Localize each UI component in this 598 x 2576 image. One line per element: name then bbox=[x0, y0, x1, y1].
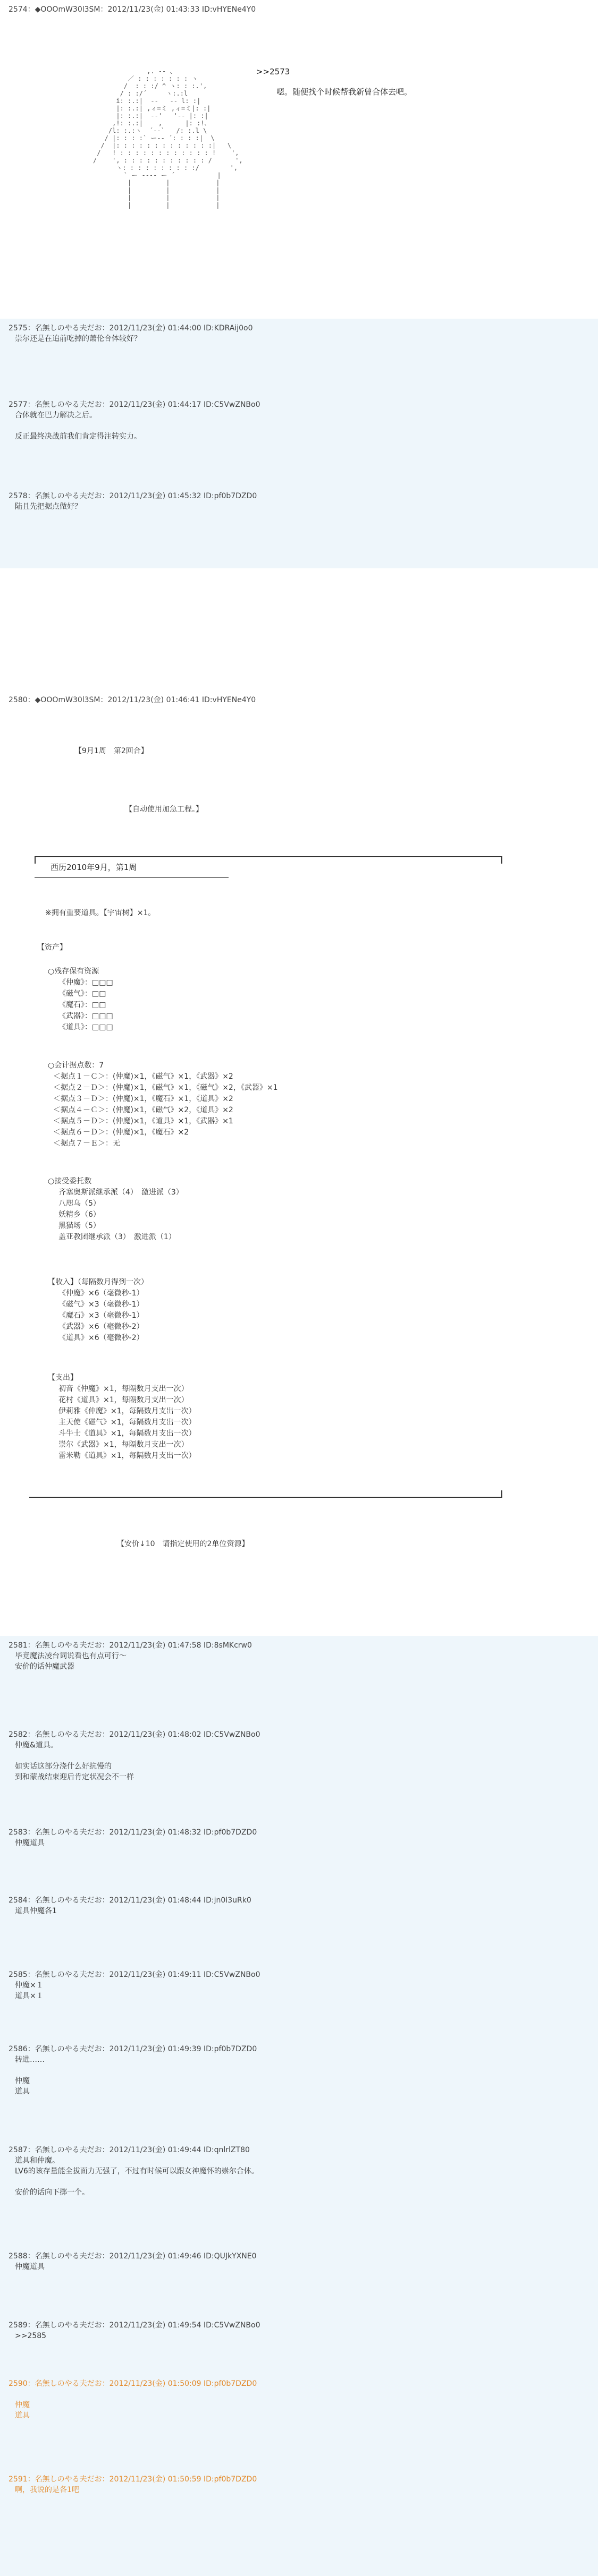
post-body bbox=[15, 2262, 589, 2272]
post-line: 仲魔道具 bbox=[15, 2263, 45, 2271]
expense-item: 初音《仲魔》×1，每隔数月支出一次） bbox=[58, 1385, 189, 1393]
faction-item: 八咫乌（5） bbox=[58, 1199, 100, 1208]
expense-item: 花村《道具》×1，每隔数月支出一次） bbox=[58, 1396, 189, 1404]
post-line: 道具 bbox=[15, 2411, 30, 2420]
box-right-tick bbox=[501, 856, 502, 864]
post-header: 2587：名無しのやる夫だお：2012/11/23(金) 01:49:44 ID:qnlrlZT80 bbox=[9, 2146, 250, 2154]
post-body bbox=[15, 334, 589, 344]
income-item: 《磁气》×3（毫微秒-1） bbox=[58, 1300, 144, 1309]
post-2586 bbox=[0, 2040, 598, 2140]
expense-item: 伊莉雅《仲魔》×1，每隔数月支出一次） bbox=[58, 1407, 196, 1415]
post-line: 陆且先把据点做好？ bbox=[15, 502, 82, 511]
post-line: 到和蒙战结束迎后肯定状况会不一样 bbox=[15, 1773, 134, 1781]
post-2577 bbox=[0, 382, 598, 478]
post-header: 2578：名無しのやる夫だお：2012/11/23(金) 01:45:32 ID:pf0b7DZD0 bbox=[9, 492, 257, 500]
post-body bbox=[15, 1980, 589, 2001]
holdings-item: 《道具》：□□□ bbox=[58, 1023, 113, 1031]
post-header: 2574：◆OOOmW30l3SM：2012/11/23(金) 01:43:33 ID:vHYENe4Y0 bbox=[9, 5, 256, 14]
post-line: 崇尔还是在追前吃掉的萧伦合体较好？ bbox=[15, 335, 141, 343]
expense-item: 雷米勒《道具》×1，每隔数月支出一次） bbox=[58, 1452, 196, 1460]
post-line: 啊，我说的是各1吧 bbox=[15, 2486, 79, 2494]
base-item: ＜据点３－Ｄ＞：(仲魔)×1，《魔石》×1，《道具》×2 bbox=[53, 1095, 233, 1103]
post-2584 bbox=[0, 1891, 598, 1965]
post-2585 bbox=[0, 1965, 598, 2040]
post-line bbox=[15, 2177, 589, 2187]
expense-item: 主天使《磁气》×1，每隔数月支出一次） bbox=[58, 1418, 196, 1427]
post-2574 bbox=[0, 0, 598, 319]
post-2589 bbox=[0, 2316, 598, 2374]
post-line: 道具和仲魔。 bbox=[15, 2156, 60, 2165]
post-line: 道具仲魔各1 bbox=[15, 1907, 57, 1915]
post-header: 2575：名無しのやる夫だお：2012/11/23(金) 01:44:00 ID:KDRAij0o0 bbox=[9, 324, 253, 332]
post-2591 bbox=[0, 2470, 598, 2576]
post-body bbox=[15, 1740, 589, 1782]
post-header: 2582：名無しのやる夫だお：2012/11/23(金) 01:48:02 ID:C5VwZNBo0 bbox=[9, 1730, 260, 1739]
box-left-tick bbox=[35, 856, 36, 864]
base-item: ＜据点２－Ｄ＞：(仲魔)×1，《磁气》×1，《磁气》×2，《武器》×1 bbox=[53, 1084, 278, 1092]
post-line bbox=[15, 2065, 589, 2076]
important-items: ※拥有重要道具。【宇宙树】×1。 bbox=[45, 909, 156, 917]
expense-item: 斗牛士《道具》×1，每隔数月支出一次） bbox=[58, 1429, 196, 1438]
post-2575 bbox=[0, 319, 598, 382]
post-body bbox=[15, 2054, 589, 2097]
post-header: 2581：名無しのやる夫だお：2012/11/23(金) 01:47:58 ID:8sMKcrw0 bbox=[9, 1641, 252, 1650]
income-title: 【收入】（每隔数月得到一次） bbox=[48, 1278, 148, 1286]
post-line: 仲魔道具 bbox=[15, 1839, 45, 1847]
post-2588 bbox=[0, 2247, 598, 2316]
post-line: 如实话这部分浇什么好抗慢的 bbox=[15, 1762, 112, 1771]
post-line: 安价的话仲魔武器 bbox=[15, 1662, 74, 1671]
expense-title: 【支出】 bbox=[48, 1374, 78, 1382]
ascii-art-figure: ,. -‐ 、 ／ : : : : : : : ヽ / : : :/ ^ ヽ: : :.', / : :/´ ヽ:.:l i: :.:| ‐- -‐ l: :| |: :.:| ,ィ=ミ ,ィ=ミ|: :| |: :.:| ‐-' '-‐ |: :| ,!: :.:| , |: :!、 /l: :.:ヽ ´-‐` /: :.l \ / |: : : :` ー-‐ ´: : : :| \ / |: : : : : : : : : : : : :| \ / ! : : : : : : : : : : : : ! ', / ', : : : : : : : : : : : / ', ヽ: : : : : : : : : :/ ', ` ー ---- ー ´ | | | | | | | | | | | | | bbox=[93, 67, 243, 209]
factions-title: ○接受委托数 bbox=[48, 1177, 92, 1185]
post-line: 道具 bbox=[15, 2087, 30, 2096]
post-header: 2584：名無しのやる夫だお：2012/11/23(金) 01:48:44 ID:jn0l3uRk0 bbox=[9, 1896, 251, 1905]
post-body bbox=[15, 1651, 589, 1672]
expense-item: 崇尔《武器》×1，每隔数月支出一次） bbox=[58, 1440, 189, 1449]
income-item: 《武器》×6（毫微秒-2） bbox=[58, 1323, 144, 1331]
post-line: 仲魔 bbox=[15, 2401, 30, 2409]
post-line: 仲魔 bbox=[15, 2077, 30, 2085]
bases-title: ○会计据点数：7 bbox=[48, 1061, 104, 1070]
post-header: 2589：名無しのやる夫だお：2012/11/23(金) 01:49:54 ID:C5VwZNBo0 bbox=[9, 2321, 260, 2330]
post-2587 bbox=[0, 2140, 598, 2247]
box-title: 西历2010年9月，第1周 bbox=[50, 863, 137, 872]
post-body bbox=[15, 1838, 589, 1848]
base-item: ＜据点７－Ｅ＞：无 bbox=[53, 1139, 120, 1148]
post-body bbox=[15, 2485, 589, 2495]
post-header: 2585：名無しのやる夫だお：2012/11/23(金) 01:49:11 ID:C5VwZNBo0 bbox=[9, 1971, 260, 1979]
dialogue-text: 嗯。随便找个时候帮我新曾合体去吧。 bbox=[276, 87, 412, 97]
reply-link[interactable]: >>2573 bbox=[256, 67, 290, 76]
income-item: 《道具》×6（毫微秒-2） bbox=[58, 1334, 144, 1342]
holdings-item: 《武器》：□□□ bbox=[58, 1012, 113, 1020]
post-line: 仲魔×１ bbox=[15, 1981, 44, 1990]
box-top-rule bbox=[35, 856, 502, 857]
post-header: 2591：名無しのやる夫だお：2012/11/23(金) 01:50:59 ID:pf0b7DZD0 bbox=[9, 2475, 257, 2484]
post-line: 安价的话向下掷一个。 bbox=[15, 2188, 89, 2197]
post-line bbox=[15, 1751, 589, 1761]
base-item: ＜据点４－Ｃ＞：(仲魔)×1，《磁气》×2，《道具》×2 bbox=[53, 1106, 233, 1114]
income-item: 《魔石》×3（毫微秒-1） bbox=[58, 1311, 144, 1320]
post-header: 2590：名無しのやる夫だお：2012/11/23(金) 01:50:09 ID:pf0b7DZD0 bbox=[9, 2379, 257, 2388]
base-item: ＜据点６－Ｄ＞：(仲魔)×1，《魔石》×2 bbox=[53, 1128, 189, 1137]
post-body bbox=[15, 501, 589, 512]
post-line: LV6的该存量能全拔面力无强了，不过有时候可以跟女神魔怀的崇尔合体。 bbox=[15, 2167, 259, 2176]
post-line: 仲魔&道具。 bbox=[15, 1741, 58, 1750]
post-line: 转进…… bbox=[15, 2055, 45, 2064]
post-header: 2588：名無しのやる夫だお：2012/11/23(金) 01:49:46 ID:QUJkYXNE0 bbox=[9, 2252, 257, 2261]
post-2580 bbox=[0, 690, 598, 1631]
faction-item: 盖亚教团继承派（3） 激进派（1） bbox=[58, 1233, 176, 1241]
post-header: 2580：◆OOOmW30l3SM：2012/11/23(金) 01:46:41 ID:vHYENe4Y0 bbox=[9, 696, 256, 704]
income-item: 《仲魔》×6（毫微秒-1） bbox=[58, 1289, 144, 1298]
faction-item: 齐塞奥斯派继承派（4） 激进派（3） bbox=[58, 1188, 183, 1197]
anchor-prompt: 【安价↓10 请指定使用的2单位资源】 bbox=[117, 1540, 249, 1548]
holdings-item: 《磁气》：□□ bbox=[58, 990, 106, 998]
post-line: 反正最终决战前我们肯定得注转实力。 bbox=[15, 432, 141, 441]
post-line: 合体就在巴力解决之后。 bbox=[15, 411, 97, 420]
box-title-underline bbox=[35, 877, 229, 878]
post-line: 道具×１ bbox=[15, 1992, 44, 2000]
reply-link[interactable]: >>2585 bbox=[15, 2332, 47, 2340]
faction-item: 妖精乡（6） bbox=[58, 1210, 100, 1219]
week-title: 【9月1周 第2回合】 bbox=[74, 747, 148, 755]
post-header: 2583：名無しのやる夫だお：2012/11/23(金) 01:48:32 ID:pf0b7DZD0 bbox=[9, 1828, 257, 1837]
faction-item: 黑猫场（5） bbox=[58, 1222, 100, 1230]
post-2581 bbox=[0, 1636, 598, 1716]
notice-text: 【自动使用加急工程。】 bbox=[125, 805, 203, 814]
post-header: 2577：名無しのやる夫だお：2012/11/23(金) 01:44:17 ID:C5VwZNBo0 bbox=[9, 400, 260, 409]
post-header: 2586：名無しのやる夫だお：2012/11/23(金) 01:49:39 ID:pf0b7DZD0 bbox=[9, 2045, 257, 2053]
base-item: ＜据点１－Ｃ＞：(仲魔)×1，《磁气》×1，《武器》×2 bbox=[53, 1072, 233, 1081]
post-line bbox=[15, 421, 589, 431]
holdings-item: 《魔石》：□□ bbox=[58, 1001, 106, 1009]
box-bottom-right-tick bbox=[501, 1490, 502, 1497]
post-2583 bbox=[0, 1816, 598, 1891]
post-2578 bbox=[0, 478, 598, 568]
post-body bbox=[15, 2331, 589, 2341]
assets-title: 【资产】 bbox=[37, 943, 67, 952]
holdings-item: 《仲魔》：□□□ bbox=[58, 978, 113, 987]
post-line: 毕竟魔法凌台词说看也有点可行〜 bbox=[15, 1652, 127, 1660]
holdings-title: ○残存保有资源 bbox=[48, 967, 99, 976]
post-body bbox=[15, 2400, 589, 2421]
post-body bbox=[15, 2155, 589, 2198]
post-body bbox=[15, 1906, 589, 1916]
base-item: ＜据点５－Ｄ＞：(仲魔)×1，《道具》×1，《武器》×1 bbox=[53, 1117, 233, 1125]
post-2582 bbox=[0, 1716, 598, 1816]
box-bottom-rule bbox=[29, 1497, 502, 1498]
post-body bbox=[15, 410, 589, 442]
post-2590 bbox=[0, 2374, 598, 2470]
